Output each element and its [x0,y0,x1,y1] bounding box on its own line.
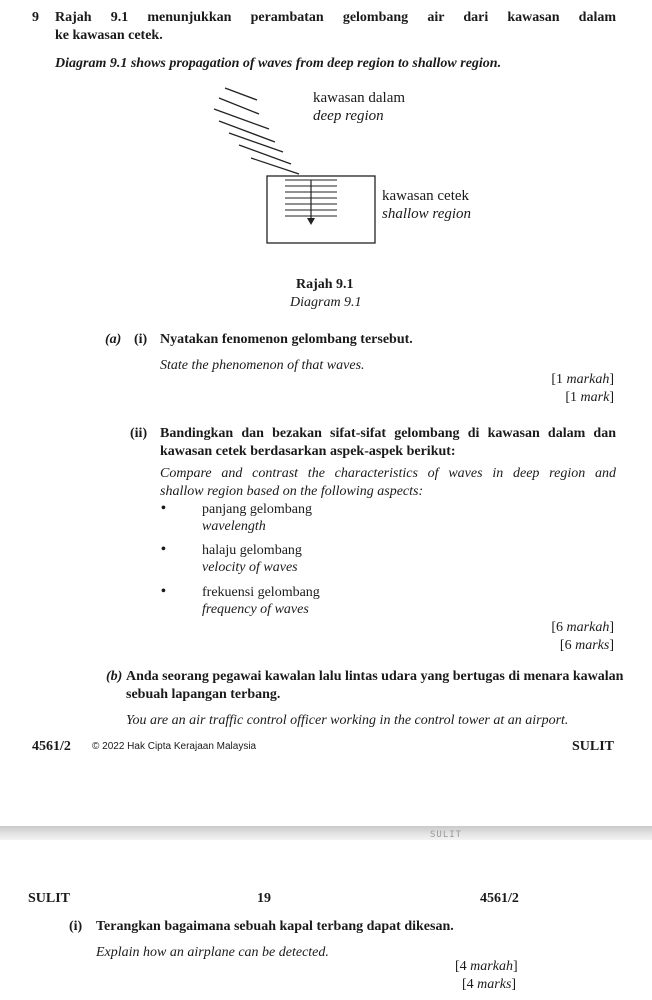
part-a-i-mark-malay: [1 markah] [551,372,614,387]
part-b-english: You are an air traffic control officer working in the control tower at an airport. [126,713,569,728]
footer-copyright: © 2022 Hak Cipta Kerajaan Malaysia [92,741,257,752]
sub-question-label: (i) [69,919,83,934]
part-a-label: (a) [105,332,122,347]
page-break [0,826,652,840]
page-break-label: SULIT [430,830,463,840]
part-a-ii-english-line2: shallow region based on the following aspects: [160,484,424,499]
page-number: 19 [257,891,271,906]
part-a-ii-malay-line1: Bandingkan dan bezakan sifat-sifat gelombang di kawasan dalam dan [160,426,616,441]
mark-word: mark [580,390,610,405]
deep-wavefronts [214,88,299,174]
part-b-malay-line1: Anda seorang pegawai kawalan lalu lintas udara yang bertugas di menara kawalan [126,669,624,684]
part-a-ii-malay-line2: kawasan cetek berdasarkan aspek-aspek berikut: [160,444,456,459]
sub-question-malay: Terangkan bagaimana sebuah kapal terbang dapat dikesan. [96,919,454,934]
sub-question-mark-english: [4 marks] [462,977,517,992]
deep-region-label-malay: kawasan dalam [313,90,406,106]
part-a-i-malay: Nyatakan fenomenon gelombang tersebut. [160,332,413,347]
intro-malay-line2: ke kawasan cetek. [55,28,163,43]
shallow-region-label-malay: kawasan cetek [382,188,470,204]
mark-word: markah [470,959,513,974]
aspect-3-english: frequency of waves [202,602,309,617]
header-status: SULIT [28,891,71,906]
bullet-icon: • [161,584,166,599]
part-a-i-mark-english: [1 mark] [565,390,614,405]
part-b-label: (b) [106,669,123,684]
diagram-caption-english: Diagram 9.1 [290,295,362,310]
part-a-ii-mark-english: [6 marks] [559,638,614,653]
bullet-icon: • [161,501,166,516]
part-a-ii-label: (ii) [130,426,148,441]
footer-paper-code: 4561/2 [32,739,71,754]
header-paper-code: 4561/2 [480,891,519,906]
aspect-2-english: velocity of waves [202,560,298,575]
next-page [0,840,652,1000]
aspect-1-malay: panjang gelombang [202,502,313,517]
sub-question-mark-malay: [4 markah] [455,959,518,974]
intro-malay-line1: Rajah 9.1 menunjukkan perambatan gelombang air dari kawasan dalam [55,10,616,25]
sub-question-english: Explain how an airplane can be detected. [96,945,329,960]
diagram-caption-malay: Rajah 9.1 [296,277,354,292]
mark-word: markah [566,620,610,635]
intro-english: Diagram 9.1 shows propagation of waves from deep region to shallow region. [55,56,502,71]
part-a-ii-mark-malay: [6 markah] [551,620,614,635]
question-number: 9 [32,10,39,25]
aspect-2-malay: halaju gelombang [202,543,302,558]
shallow-region-label-english: shallow region [382,206,472,222]
deep-region-label-english: deep region [313,108,384,124]
footer-status: SULIT [571,739,614,754]
part-a-i-label: (i) [134,332,148,347]
part-a-i-english: State the phenomenon of that waves. [160,358,365,373]
mark-word: markah [566,372,610,387]
bullet-icon: • [161,542,166,557]
aspect-1-english: wavelength [202,519,266,534]
mark-word: marks [575,638,610,653]
direction-arrow-icon [307,218,315,225]
aspect-3-malay: frekuensi gelombang [202,585,320,600]
part-b-malay-line2: sebuah lapangan terbang. [126,687,281,702]
mark-word: marks [477,977,512,992]
part-a-ii-english-line1: Compare and contrast the characteristics of waves in deep region and [160,466,616,481]
